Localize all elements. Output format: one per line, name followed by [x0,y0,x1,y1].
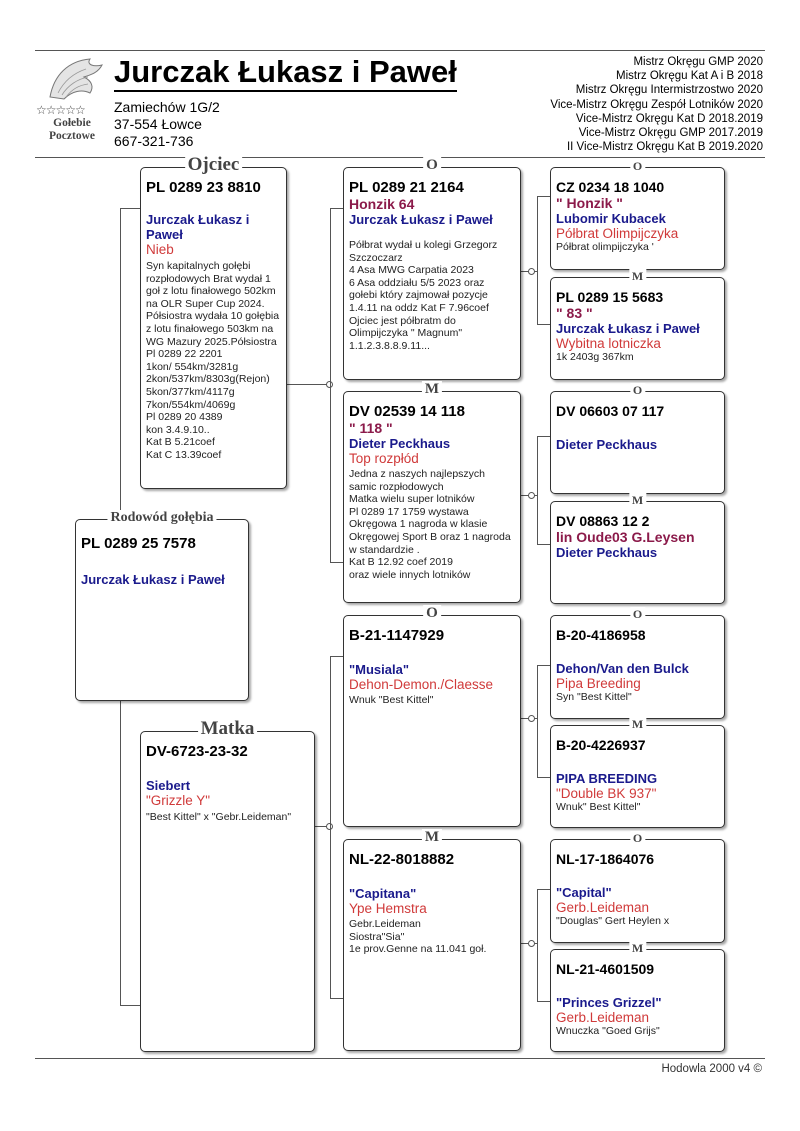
description: Syn "Best Kittel" [556,691,632,703]
owner: Jurczak Łukasz i Paweł [81,572,225,587]
connector [537,889,538,1001]
owner: "Princes Grizzel" [556,995,662,1010]
great-grandparent-card-2[interactable] [550,269,725,380]
ring-number: B-20-4186958 [556,627,646,643]
achievements-list [550,55,763,154]
pigeon-name: lin Oude03 G.Leysen [556,529,695,545]
connector [537,777,550,778]
logo [36,57,108,147]
description: Gebr.Leideman Siostra"Sia" 1e prov.Genne na 11.041 goł. [349,918,487,956]
header-divider [35,157,765,158]
connector [287,384,329,385]
sex-label: M [422,829,442,846]
connector [330,562,343,563]
description: "Douglas" Gert Heylen x [556,915,670,927]
description: Półbrat wydał u kolegi Grzegorz Szczoczarz 4 Asa MWG Carpatia 2023 6 Asa oddziału 5/5 2023 oraz gołebi który zajmował pozycje 1.4.11 na oddz Kat F 7.96coef Ojciec jest półbratm do Olimpijczyka " Magnum" 1.1.2.3.8.8.9.11... [349,239,498,352]
pigeon-color: Pipa Breeding [556,676,641,691]
sex-label: M [629,493,646,508]
pigeon-color: Półbrat Olimpijczyka [556,226,679,241]
great-grandparent-card-6[interactable] [550,717,725,828]
connector [537,889,550,890]
sex-label: M [629,941,646,956]
paternal-grandfather-card[interactable] [343,157,521,380]
connector [537,665,550,666]
ring-number: CZ 0234 18 1040 [556,179,665,195]
achievement: Vice-Mistrz Okręgu Kat D 2018.2019 [575,112,763,125]
great-grandparent-card-4[interactable] [550,493,725,604]
great-grandparent-card-5[interactable] [550,607,725,719]
main-pigeon-card[interactable] [75,510,249,701]
connector [537,1001,550,1002]
pigeon-color: Dehon-Demon./Claesse [349,677,494,692]
pigeon-color: Nieb [146,242,174,257]
connector [537,196,538,324]
logo-line-1: Gołebie [53,117,91,129]
connector [330,656,331,998]
pigeon-color: Wybitna lotniczka [556,336,661,351]
connector-dot [528,268,535,275]
connector [120,1005,140,1006]
logo-line-2: Pocztowe [49,130,95,142]
ring-number: B-20-4226937 [556,737,646,753]
sex-label: M [422,381,442,398]
sex-label: O [630,607,645,622]
owner: Jurczak Łukasz i Paweł [349,212,493,227]
connector-dot [528,492,535,499]
description: Wnuczka "Goed Grijs" [556,1025,660,1037]
connector [330,656,343,657]
ring-number: DV 06603 07 117 [556,403,665,419]
sex-label: O [630,831,645,846]
sex-label: O [423,157,441,174]
connector [120,700,121,1005]
father-card[interactable] [140,154,287,489]
logo-stars: ☆☆☆☆☆ [36,103,85,117]
owner: Jurczak Łukasz i Paweł [146,212,250,242]
breeder-address [114,99,220,150]
address-line: 37-554 Łowce [114,116,202,132]
pigeon-color: Gerb.Leideman [556,900,650,915]
ring-number: NL-22-8018882 [349,851,455,868]
description: "Best Kittel" x "Gebr.Leideman" [146,811,292,823]
sex-label: O [630,159,645,174]
footer-divider [35,1058,765,1059]
ring-number: DV 02539 14 118 [349,403,465,420]
description: Wnuk" Best Kittel" [556,801,641,813]
owner: Jurczak Łukasz i Paweł [556,321,700,336]
description: 1k 2403g 367km [556,351,634,363]
connector [330,998,343,999]
pigeon-name: " 83 " [556,305,593,321]
ring-number: DV-6723-23-32 [146,743,248,760]
sex-label: M [629,717,646,732]
great-grandparent-card-8[interactable] [550,941,725,1052]
connector-dot [528,940,535,947]
mother-label: Matka [198,718,258,740]
pigeon-color: "Double BK 937" [556,786,657,801]
main-label: Rodowód gołębia [107,510,216,526]
owner: Siebert [146,778,191,793]
owner: "Capitana" [349,886,417,901]
ring-number: PL 0289 25 7578 [81,535,196,552]
owner: Dieter Peckhaus [556,545,658,560]
achievement: II Vice-Mistrz Okręgu Kat B 2019.2020 [566,141,763,154]
sex-label: O [630,383,645,398]
connector [330,208,343,209]
description: Jedna z naszych najlepszych samic rozpłodowych Matka wielu super lotników Pl 0289 17 1759 wystawa Okręgowa 1 nagroda w klasie Okręgowej Sport B oraz 1 nagroda w standardzie . Kat B 12.92 coef 2019 oraz wiele innych lotników [349,468,511,581]
owner: PIPA BREEDING [556,771,658,786]
connector [330,208,331,562]
connector [537,436,550,437]
connector [537,324,550,325]
connector [120,208,140,209]
great-grandparent-card-1[interactable] [550,159,725,270]
ring-number: PL 0289 23 8810 [146,179,261,196]
sex-label: O [423,605,441,622]
ring-number: DV 08863 12 2 [556,513,650,529]
paternal-grandmother-card[interactable] [343,381,521,603]
ring-number: PL 0289 21 2164 [349,179,464,196]
owner: Dieter Peckhaus [556,437,658,452]
maternal-grandmother-card[interactable] [343,829,521,1051]
achievement: Mistrz Okręgu GMP 2020 [633,56,763,68]
father-label: Ojciec [185,154,243,176]
achievement: Vice-Mistrz Okręgu Zespół Lotników 2020 [550,98,763,111]
owner: "Capital" [556,885,612,900]
description: Półbrat olimpijczyka ' [556,241,654,253]
great-grandparent-card-7[interactable] [550,831,725,943]
pigeon-name: " Honzik " [556,195,623,211]
owner: Dieter Peckhaus [349,436,451,451]
mother-card[interactable] [140,718,315,1052]
owner: Dehon/Van den Bulck [556,661,689,676]
owner: Lubomir Kubacek [556,211,666,226]
footer-credit: Hodowla 2000 v4 © [661,1063,762,1075]
pigeon-color: Ype Hemstra [349,901,427,916]
achievement: Mistrz Okręgu Intermistrzostwo 2020 [575,84,763,97]
pigeon-color: Gerb.Leideman [556,1010,650,1025]
connector [120,208,121,518]
logo-text [36,117,108,143]
description: Wnuk "Best Kittel" [349,694,434,706]
connector [537,436,538,544]
maternal-grandfather-card[interactable] [343,605,521,827]
pigeon-color: Top rozpłód [349,451,419,466]
description: Syn kapitalnych gołębi rozpłodowych Brat wydał 1 goł z lotu finałowego 502km na OLR Super Cup 2024. Półsiostra wydała 10 gołębia z lotu finałowego 503km na WG Mazury 2025.Półsiostra Pl 0289 22 2201 1kon/ 554km/3281g 2kon/537km/8303g(Rejon) 5kon/377km/4117g 7kon/554km/4069g Pl 0289 20 4389 kon 3.4.9.10.. Kat B 5.21coef Kat C 13.39coef [146,260,280,461]
achievement: Mistrz Okręgu Kat A i B 2018 [615,70,763,83]
ring-number: B-21-1147929 [349,627,445,644]
phone: 667-321-736 [114,133,194,149]
connector [537,665,538,777]
address-line: Zamiechów 1G/2 [114,99,220,115]
pigeon-icon [46,57,104,103]
connector [537,544,550,545]
connector-dot [528,715,535,722]
pigeon-name: Honzik 64 [349,196,415,212]
owner: "Musiala" [349,662,410,677]
ring-number: NL-17-1864076 [556,851,655,867]
breeder-name: Jurczak Łukasz i Paweł [114,55,457,92]
sex-label: M [629,269,646,284]
top-divider [35,50,765,51]
connector [537,196,550,197]
great-grandparent-card-3[interactable] [550,383,725,494]
achievement: Vice-Mistrz Okręgu GMP 2017.2019 [578,127,763,140]
pigeon-color: "Grizzle Y" [146,793,211,808]
ring-number: PL 0289 15 5683 [556,289,664,305]
ring-number: NL-21-4601509 [556,961,655,977]
pigeon-name: " 118 " [349,420,393,436]
